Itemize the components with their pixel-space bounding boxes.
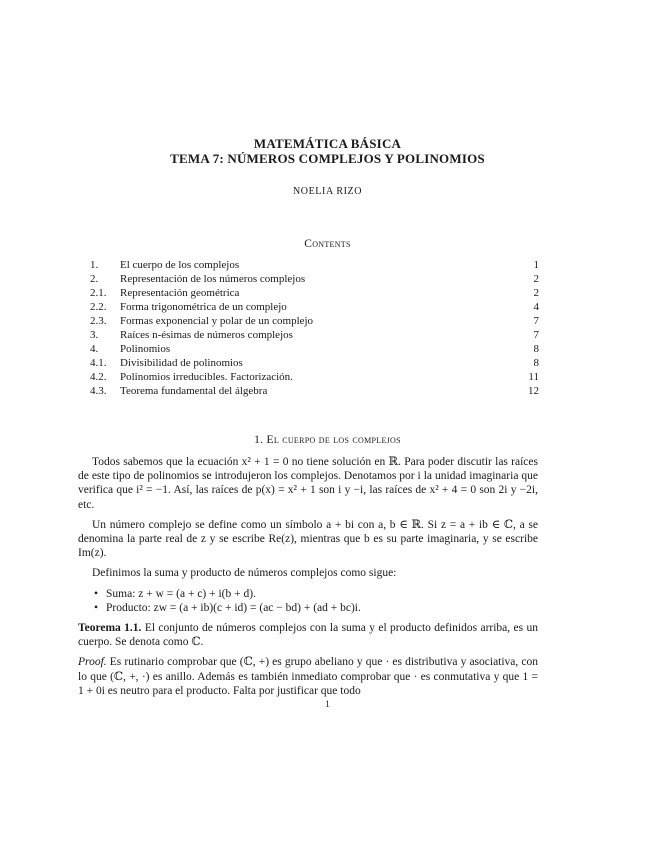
toc-entry-page: 7 — [533, 315, 539, 327]
operations-list — [78, 587, 538, 615]
toc-entry[interactable] — [90, 356, 539, 370]
title-line-1: MATEMÁTICA BÁSICA — [253, 136, 402, 151]
proof — [78, 655, 538, 698]
toc-entry-title: El cuerpo de los complejos — [120, 259, 240, 271]
toc-entry-title: Representación geométrica — [120, 287, 240, 299]
toc-entry[interactable] — [90, 370, 539, 384]
toc-entry-number: 2.2. — [90, 301, 107, 313]
proof-text: Es rutinario comprobar que (ℂ, +) es grupo abeliano y que · es distributiva y asociativa, con lo que (ℂ, +, ·) es anillo. Además es también inmediato comprobar que · es conmutativa y que 1 = 1 + 0i es neutro para el producto. Falta por justificar que todo — [78, 656, 539, 697]
author-name: NOELIA RIZO — [292, 186, 363, 197]
toc-entry-number: 3. — [90, 329, 99, 341]
toc-entry-page: 7 — [533, 329, 539, 341]
paragraph: Todos sabemos que la ecuación x² + 1 = 0 no tiene solución en ℝ. Para poder discutir las raíces de este tipo de polinomios se introdujeron los complejos. Denotamos por i la unidad imaginaria que verifica que i² = −1. Así, las raíces de p(x) = x² + 1 son i y −i, las raíces de x² + 4 = 0 son 2i y −2i, etc. — [78, 456, 538, 511]
toc-entry-number: 4.3. — [90, 385, 107, 397]
toc-entry[interactable] — [90, 328, 539, 342]
toc-entry-page: 4 — [533, 301, 539, 313]
toc-entry-number: 2.3. — [90, 315, 107, 327]
section-heading: 1. El cuerpo de los complejos — [254, 434, 401, 446]
paragraph: Definimos la suma y producto de números complejos como sigue: — [92, 567, 397, 580]
contents-heading: Contents — [304, 238, 351, 250]
toc-entry[interactable] — [90, 342, 539, 356]
toc-entry-title: Polinomios — [120, 343, 171, 355]
theorem-text: El conjunto de números complejos con la suma y el producto definidos arriba, es un cuerpo. Se denota como ℂ. — [78, 622, 538, 649]
toc-entry-title: Teorema fundamental del álgebra — [120, 385, 268, 397]
toc-entry-title: Representación de los números complejos — [120, 273, 306, 285]
toc-entry-number: 2. — [90, 273, 99, 285]
toc-entry[interactable] — [90, 286, 539, 300]
toc-entry-number: 4. — [90, 343, 99, 355]
toc-entry[interactable] — [90, 258, 539, 272]
toc-entry-title: Polinomios irreducibles. Factorización. — [120, 371, 293, 383]
toc-entry-title: Divisibilidad de polinomios — [120, 357, 243, 369]
toc-entry-title: Formas exponencial y polar de un complejo — [120, 315, 314, 327]
toc-entry-page: 8 — [533, 357, 539, 369]
toc-entry-number: 2.1. — [90, 287, 107, 299]
toc-entry-page: 12 — [528, 385, 539, 397]
toc-entry-page: 2 — [533, 287, 539, 299]
toc-entry[interactable] — [90, 300, 539, 314]
toc-entry[interactable] — [90, 272, 539, 286]
page-number: 1 — [325, 699, 330, 709]
proof-label: Proof. — [78, 656, 107, 669]
section-body — [78, 455, 538, 698]
toc-entry-title: Raíces n-ésimas de números complejos — [120, 329, 293, 341]
toc-entry-number: 4.1. — [90, 357, 107, 369]
list-item: • Producto: zw = (a + ib)(c + id) = (ac − bd) + (ad + bc)i. — [78, 601, 538, 615]
table-of-contents — [90, 258, 539, 398]
theorem-label: Teorema 1.1. — [78, 622, 142, 635]
toc-entry-title: Forma trigonométrica de un complejo — [120, 301, 287, 313]
toc-entry-page: 11 — [528, 371, 539, 383]
toc-entry-page: 1 — [533, 259, 539, 271]
toc-entry-page: 8 — [533, 343, 539, 355]
toc-entry-number: 4.2. — [90, 371, 107, 383]
toc-entry[interactable] — [90, 314, 539, 328]
theorem — [78, 621, 538, 649]
title-line-2: TEMA 7: NÚMEROS COMPLEJOS Y POLINOMIOS — [170, 151, 485, 166]
toc-entry[interactable] — [90, 384, 539, 398]
paragraph: Un número complejo se define como un símbolo a + bi con a, b ∈ ℝ. Si z = a + ib ∈ ℂ, a se denomina la parte real de z y se escribe Re(z), mientras que b es su parte imaginaria, y se escribe Im(z). — [78, 518, 538, 560]
toc-entry-number: 1. — [90, 259, 99, 271]
toc-entry-page: 2 — [533, 273, 539, 285]
list-item: • Suma: z + w = (a + c) + i(b + d). — [78, 587, 538, 601]
